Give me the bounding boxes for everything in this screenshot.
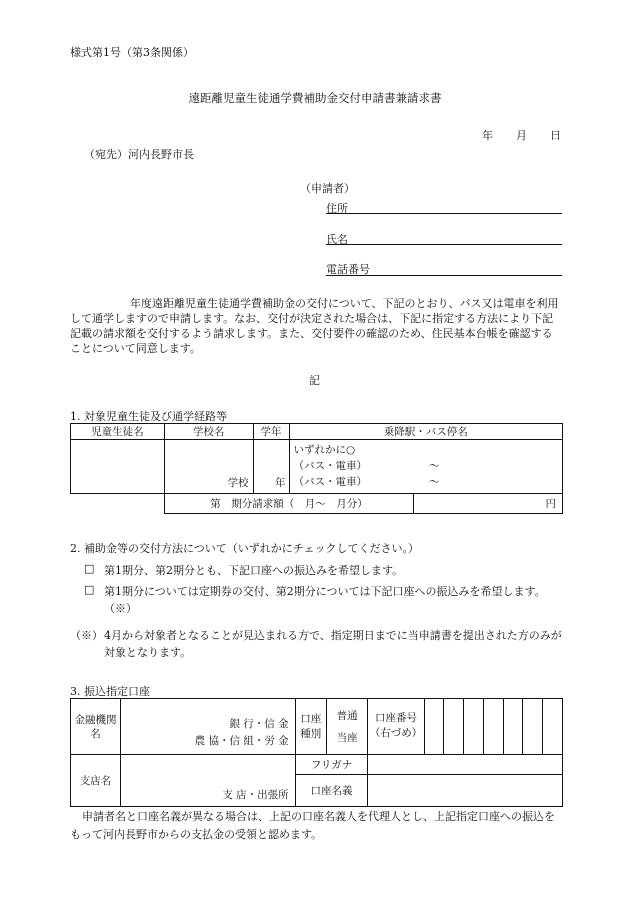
- header-school-name: 学校名: [164, 424, 253, 440]
- form-id: 様式第1号（第3条関係）: [70, 46, 194, 59]
- account-digit-1[interactable]: [424, 699, 444, 755]
- bank-table: [70, 698, 563, 807]
- bank-types-2: 農 協・信 組・労 金: [194, 735, 289, 747]
- furigana-label: フリガナ: [295, 755, 368, 775]
- section2-heading: 2. 補助金等の交付方法について（いずれかにチェックしてください。）: [70, 542, 419, 555]
- branch-types: 支 店・出張所: [222, 789, 289, 801]
- account-digit-7[interactable]: [543, 699, 563, 755]
- name-field[interactable]: [326, 244, 562, 245]
- branch-label: 支店名: [71, 755, 121, 807]
- option1-label: 第1期分、第2期分とも、下記口座への振込みを希望します。: [104, 564, 404, 577]
- grade-cell[interactable]: [253, 440, 289, 494]
- bank-types-1: 銀 行・信 金: [229, 718, 289, 730]
- option2-label: 第1期分については定期券の交付、第2期分については下記口座への振込みを希望します。: [104, 585, 546, 598]
- branch-name-cell[interactable]: [120, 755, 295, 807]
- name-label: 氏名: [326, 233, 348, 246]
- address-label: 住所: [326, 202, 348, 215]
- section1-heading: 1. 対象児童生徒及び通学経路等: [70, 410, 227, 423]
- applicant-heading: （申請者）: [300, 182, 355, 195]
- account-digit-5[interactable]: [503, 699, 523, 755]
- option2-note-mark: （※）: [104, 602, 137, 615]
- address-field[interactable]: [326, 213, 562, 214]
- route-bus-1: （バス・電車）: [293, 460, 367, 472]
- header-student-name: 児童生徒名: [71, 424, 165, 440]
- touza-option[interactable]: 当座: [336, 731, 358, 744]
- holder-field[interactable]: [368, 775, 563, 807]
- account-digit-4[interactable]: [483, 699, 503, 755]
- account-digit-3[interactable]: [464, 699, 484, 755]
- date-year-label: 年: [482, 129, 493, 142]
- holder-label: 口座名義: [295, 775, 368, 807]
- document-title: 遠距離児童生徒通学費補助金交付申請書兼請求書: [188, 91, 442, 105]
- option2-checkbox[interactable]: □: [84, 583, 95, 596]
- claim-amount-label: 第 期分請求額（ 月～ 月分）: [164, 494, 413, 514]
- phone-label: 電話番号: [326, 263, 370, 276]
- section3-heading: 3. 振込指定口座: [70, 685, 150, 698]
- route-bus-2: （バス・電車）: [293, 476, 367, 488]
- grade-suffix: 年: [275, 477, 286, 489]
- yen-label: 円: [545, 498, 556, 510]
- note-mark: （※）: [70, 629, 103, 642]
- school-suffix: 学校: [227, 477, 249, 489]
- header-stations: 乗降駅・バス停名: [289, 424, 563, 440]
- account-type-label: 口座種別: [295, 699, 326, 755]
- date-month-label: 月: [516, 129, 527, 142]
- account-no-label: 口座番号（右づめ）: [368, 699, 424, 755]
- footer-paragraph: 申請者名と口座名義が異なる場合は、上記の口座名義人を代理人とし、上記指定口座への振込をもって河内長野市からの支払金の受領と認めます。: [70, 810, 555, 841]
- account-digit-6[interactable]: [523, 699, 543, 755]
- school-name-cell[interactable]: [164, 440, 253, 494]
- header-grade: 学年: [253, 424, 289, 440]
- note-text: 4月から対象者となることが見込まれる方で、指定期日までに当申請書を提出された方のみが対象となります。: [104, 629, 562, 659]
- account-type-cell[interactable]: [326, 699, 368, 755]
- ki-heading: 記: [309, 374, 320, 387]
- student-name-cell[interactable]: [71, 440, 165, 494]
- account-digit-2[interactable]: [444, 699, 464, 755]
- futsuu-option[interactable]: 普通: [336, 709, 358, 722]
- date-day-label: 日: [550, 129, 561, 142]
- phone-field[interactable]: [326, 275, 562, 276]
- tilde-2: ～: [429, 476, 440, 488]
- route-cell[interactable]: [289, 440, 563, 494]
- route-table: [70, 423, 563, 514]
- bank-label: 金融機関名: [71, 699, 121, 755]
- intro-paragraph: 年度遠距離児童生徒通学費補助金の交付について、下記のとおり、バス又は電車を利用して通学しますので申請します。なお、交付が決定された場合は、下記に指定する方法により下記記載の請求額を交付するよう請求します。また、交付要件の確認のため、住民基本台帳を確認することについて同意します。: [70, 297, 559, 355]
- furigana-field[interactable]: [368, 755, 563, 775]
- option1-checkbox[interactable]: □: [84, 562, 95, 575]
- tilde-1: ～: [429, 460, 440, 472]
- addressee: （宛先）河内長野市長: [84, 148, 194, 161]
- bank-name-cell[interactable]: [120, 699, 295, 755]
- route-prompt: いずれかに○: [293, 444, 356, 456]
- claim-amount-cell[interactable]: [414, 494, 563, 514]
